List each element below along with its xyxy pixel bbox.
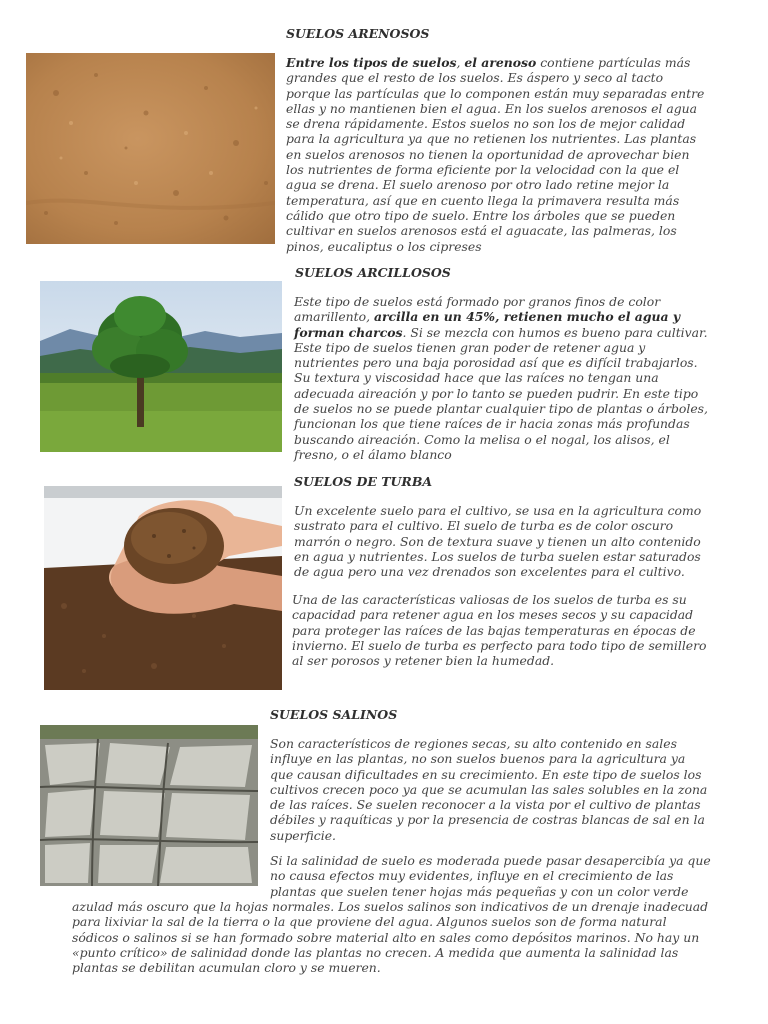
section-title-salinos: SUELOS SALINOS [270, 707, 398, 722]
paragraph-salinos-1: Son característicos de regiones secas, su alto contenido en sales influye en las plantas, no son suelos buenos para la agricultura ya que causan dificultades en su crecimiento. En este tipo de suelos los cultivos crecen poco ya que se acumulan las sales solubles en la zona de las raíces. Se suelen reconocer a la vista por el cultivo de plantas débiles y raquíticas y por la presencia de costras blancas de sal en la superficie. [270, 736, 708, 843]
paragraph-turba-2: Una de las características valiosas de los suelos de turba es su capacidad para retener agua en los meses secos y su capacidad para proteger las raíces de las bajas temperaturas en épocas de invierno. El suelo de turba es perfecto para todo tipo de semillero al ser porosos y retener bien la humedad. [292, 592, 707, 669]
bold-lead-1: Entre los tipos de suelos [286, 55, 457, 70]
paragraph-text-end: . Si se mezcla con humos es bueno para cultivar. Este tipo de suelos tienen gran poder de retener agua y nutrientes pero una baja porosidad así que es difícil trabajarlos. Su textura y viscosidad hace que las raíces no tengan una adecuada aireación y por lo tanto se pueden pudrir. En este tipo de suelos no se puede plantar cualquier tipo de plantas o árboles, funcionan los que tiene raíces de ir hacia zonas más profundas buscando aireación. Como la melisa o el nogal, los alisos, el fresno, o el álamo blanco [294, 324, 708, 462]
paragraph-salinos-2a: Si la salinidad de suelo es moderada puede pasar desapercibía ya que no causa efectos muy evidentes, influye en el crecimiento de las plantas que suelen tener hojas más pequeñas y con un color verde [270, 853, 711, 899]
lead-separator: , [456, 55, 465, 70]
paragraph-text: contiene partículas más grandes que el resto de los suelos. Es áspero y seco al tacto porque las partículas que lo componen están muy separadas entre ellas y no mantienen bien el agua. En los suelos arenosos el agua se drena rápidamente. Estos suelos no son los de mejor calidad para la agricultura ya que no retienen los nutrientes. Las plantas en suelos arenosos no tienen la oportunidad de aprovechar bien los nutrientes de forma eficiente por la velocidad con la que el agua se drena. El suelo arenoso por otro lado retine mejor la temperatura, así que en cuento llega la primavera resulta más cálido que otro tipo de suelo. Entre los árboles que se pueden cultivar en suelos arenosos está el aguacate, las palmeras, los pinos, eucaliptus o los cipreses [286, 55, 705, 254]
paragraph-arcillosos [294, 294, 712, 462]
paragraph-arenosos [286, 55, 710, 254]
sandy-soil-photo [26, 53, 275, 244]
tree-field-photo [40, 281, 282, 452]
section-title-arenosos: SUELOS ARENOSOS [286, 26, 430, 41]
bold-lead-2: el arenoso [464, 55, 537, 70]
paragraph-salinos-2b: azulad más oscuro que la hojas normales. Los suelos salinos son indicativos de un drenaje inadecuad para lixiviar la sal de la tierra o la que proviene del agua. Algunos suelos son de forma natural sódicos o salinos si se han formado sobre material alto en sales como depósitos marinos. No hay un «punto crítico» de salinidad donde las plantas no crecen. A medida que aumenta la salinidad las plantas se debilitan acumulan cloro y se mueren. [72, 899, 709, 976]
paragraph-text: Este tipo de suelos está formado por granos finos de color amarillento, [294, 294, 661, 325]
section-title-turba: SUELOS DE TURBA [294, 474, 433, 489]
paragraph-turba-1: Un excelente suelo para el cultivo, se usa en la agricultura como sustrato para el cultivo. El suelo de turba es de color oscuro marrón o negro. Son de textura suave y tienen un alto contenido en agua y nutrientes. Los suelos de turba suelen estar saturados de agua pero una vez drenados son excelentes para el cultivo. [294, 503, 702, 580]
bold-phrase: arcilla en un 45%, retienen mucho el agua y forman charcos [294, 309, 681, 340]
section-title-arcillosos: SUELOS ARCILLOSOS [295, 265, 451, 280]
peat-hands-photo [44, 486, 282, 690]
saline-soil-photo [40, 725, 258, 886]
